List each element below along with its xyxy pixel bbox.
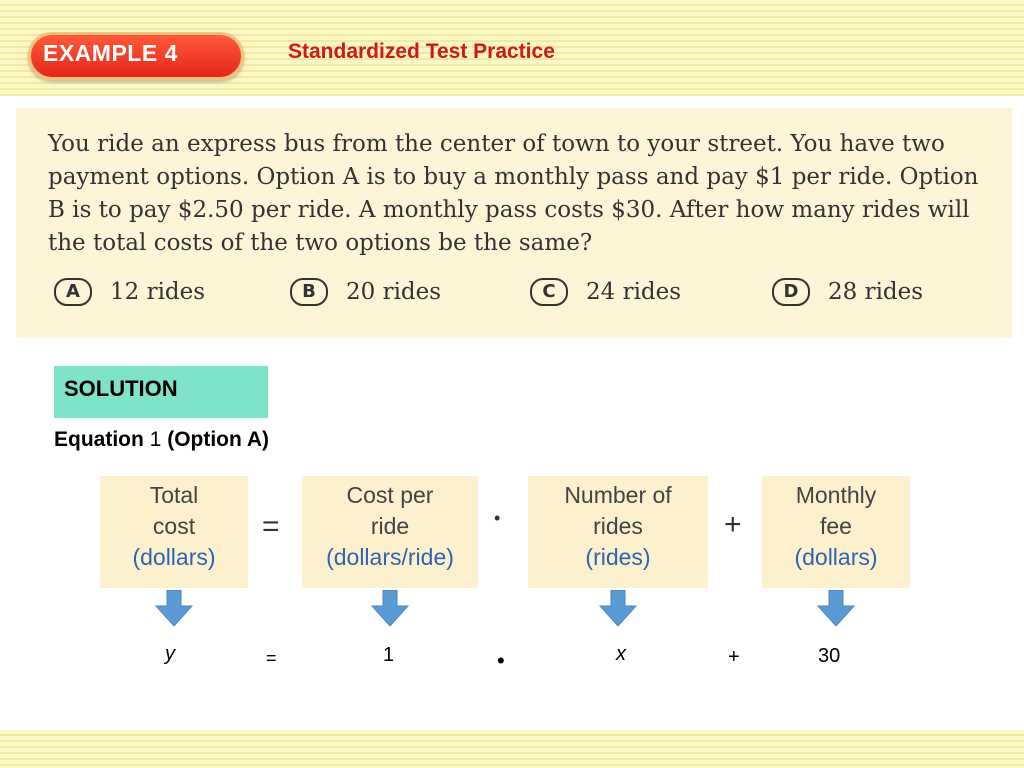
model-box-unit: (dollars) (794, 544, 878, 570)
equation-rate: 1 (383, 644, 395, 666)
model-box-line2: fee (820, 513, 852, 539)
example-badge (28, 32, 244, 80)
model-box-unit: (dollars/ride) (326, 544, 454, 570)
choice-b[interactable] (290, 278, 441, 306)
model-box-unit: (dollars) (132, 544, 216, 570)
equation-word: Equation (54, 428, 144, 451)
model-box-line2: ride (370, 513, 410, 539)
model-times: • (494, 508, 501, 528)
equation-number: 1 (149, 428, 162, 451)
model-box-line1: Monthly (795, 482, 877, 508)
model-equals: = (262, 510, 280, 543)
down-arrow-icon (816, 590, 856, 626)
model-box-monthly-fee (762, 476, 910, 588)
equation-y: y (165, 643, 175, 665)
model-box-total-cost (100, 476, 248, 588)
equation-x: x (616, 643, 626, 665)
equation-label (54, 428, 269, 452)
choice-c[interactable] (530, 278, 681, 306)
page-title: Standardized Test Practice (288, 40, 555, 63)
choice-b-text: 20 rides (346, 279, 442, 305)
equation-equals: = (266, 648, 277, 668)
problem-panel (16, 108, 1012, 338)
equation-option: (Option A) (167, 428, 270, 451)
equation-fee: 30 (818, 645, 841, 667)
model-box-line1: Number of (564, 482, 672, 508)
equation-dot: • (497, 648, 505, 673)
model-box-line1: Total (149, 482, 199, 508)
choice-c-letter: C (530, 278, 568, 306)
down-arrow-icon (370, 590, 410, 626)
model-box-cost-per-ride (302, 476, 478, 588)
model-box-line2: rides (593, 513, 643, 539)
choice-d[interactable] (772, 278, 923, 306)
model-box-unit: (rides) (585, 544, 651, 570)
solution-label: SOLUTION (64, 376, 178, 401)
choice-a[interactable] (54, 278, 205, 306)
problem-text: You ride an express bus from the center of town to your street. You have two payment options. Option A is to buy a monthly pass and pay $1 per ride. Option B is to pay $2.50 per ride. A monthly pass costs $30. After how many rides will the total costs of the two options be the same? (48, 131, 979, 256)
model-plus: + (724, 508, 742, 541)
choice-b-letter: B (290, 278, 328, 306)
model-box-line1: Cost per (346, 482, 434, 508)
choice-a-text: 12 rides (110, 279, 206, 305)
footer-stripes (0, 730, 1024, 768)
equation-plus: + (728, 646, 740, 668)
down-arrow-icon (154, 590, 194, 626)
example-badge-label: EXAMPLE 4 (43, 40, 178, 66)
choice-c-text: 24 rides (586, 279, 682, 305)
solution-label-box (54, 366, 268, 418)
choice-a-letter: A (54, 278, 92, 306)
model-box-number-of-rides (528, 476, 708, 588)
choice-d-letter: D (772, 278, 810, 306)
choice-d-text: 28 rides (828, 279, 924, 305)
model-box-line2: cost (152, 513, 196, 539)
down-arrow-icon (598, 590, 638, 626)
